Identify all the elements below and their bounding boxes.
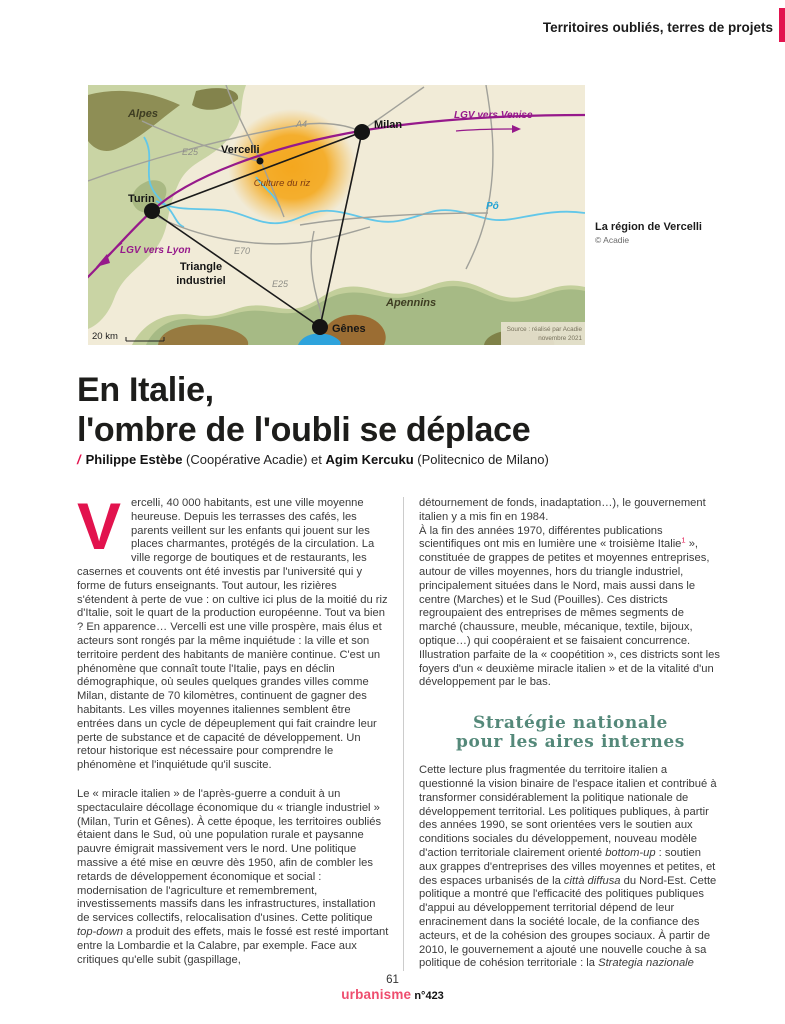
paragraph-5-text-c: : soutien aux grappes d'entreprises des villes moyennes et petites, et des espaces urbanisés de la xyxy=(419,846,716,887)
vercelli-region-map xyxy=(88,85,585,345)
source-line2: novembre 2021 xyxy=(538,335,582,342)
section-kicker: Territoires oubliés, terres de projets xyxy=(542,20,773,35)
magazine-logo: urbanisme xyxy=(341,987,412,1002)
section-heading-line2: pour les aires internes xyxy=(456,732,685,753)
paragraph-5-text-e: du Nord-Est. Cette politique a montré que l'efficacité des politiques publiques d'appui au développement territorial dépend de leur enracinement dans la société locale, de la confiance des acteurs, et de la cohésion des groupes sociaux. À partir de 2010, le gouvernement a ajouté une nouvelle couche à sa politique de cohésion territoriale : la xyxy=(419,874,717,970)
map-canvas xyxy=(88,85,585,345)
e70-road-label: E70 xyxy=(234,246,251,256)
paragraph-5-italic-3: Strategia nazionale xyxy=(598,957,694,970)
red-edge-marker xyxy=(779,8,785,42)
footnote-ref-1: 1 xyxy=(681,535,686,545)
paragraph-5-italic-1: bottom-up xyxy=(605,846,656,859)
paragraph-3-text: détournement de fonds, inadaptation…), le gouvernement italien y a mis fin en 1984. xyxy=(419,497,706,523)
po-river-label: Pô xyxy=(486,201,499,212)
paragraph-5-italic-2: città diffusa xyxy=(563,874,621,887)
scale-label: 20 km xyxy=(92,331,118,342)
map-caption-credit: © Acadie xyxy=(595,235,630,245)
e25-s-road-label: E25 xyxy=(272,279,289,289)
turin-label: Turin xyxy=(128,193,155,205)
milan-label: Milan xyxy=(374,119,403,131)
source-line1: Source : réalisé par Acadie xyxy=(506,326,582,333)
byline-slash: / xyxy=(77,452,81,467)
map-caption xyxy=(595,221,775,245)
page-number: 61 xyxy=(386,974,399,986)
paragraph-2-italic: top-down xyxy=(77,925,124,938)
author-2: Agim Kercuku xyxy=(325,452,414,467)
dropcap: V xyxy=(77,489,122,563)
paragraph-2-text-a: Le « miracle italien » de l'après-guerre a conduit à un spectaculaire décollage économique du « triangle industriel » (Milan, Turin et Gênes). À cette époque, les territoires oubliés étaient dans le Sud, où une population rurale et paysanne pauvre émigrait massivement vers le nord. Une politique massive a été mise en œuvre dès 1950, afin de combler les retards de développement économique et social : modernisation de l'agriculture et remembrement, investissements massifs dans les infrastructures, installation de services collectifs, relocalisation d'usines. Cette politique xyxy=(77,787,382,925)
affiliation-2: (Politecnico de Milano) xyxy=(413,452,549,467)
section-heading xyxy=(419,714,722,752)
right-column xyxy=(403,497,722,971)
triangle-label-line1: Triangle xyxy=(179,261,223,273)
alpes-label: Alpes xyxy=(128,108,158,120)
triangle-label-line2: industriel xyxy=(176,275,226,287)
genes-dot xyxy=(312,319,328,335)
paragraph-4-text-b: », constituée de grappes de petites et moyennes entreprises, autour de villes moyennes, hors du triangle industriel, principalement situées dans le Nord, mais aussi dans le centre (Marches) et le Sud (Pouilles). Ces districts regroupaient des entreprises de mêmes segments de marché (chaussure, meuble, mécanique, textile, bijoux, optique…) qui coopéraient et se faisaient concurrence. Illustration parfaite de la « coopétition », ces districts sont les foyers d'un « deuxième miracle italien » et de la vitalité d'un développement par le bas. xyxy=(419,538,720,689)
affiliation-1: (Coopérative Acadie) et xyxy=(182,452,326,467)
vercelli-dot xyxy=(257,158,264,165)
paragraph-1-text: ercelli, 40 000 habitants, est une ville moyenne heureuse. Depuis les terrasses des cafés, les parents veillent sur les enfants qui jouent sur les places charmantes, protégés de la circulation. La ville regorge de boutiques et de restaurants, les casernes et couvents ont été investis par l'université qui y forme de futurs enseignants. Tout autour, les rizières s'étendent à perte de vue : on cultive ici plus de la moitié du riz d'Italie, soit le quart de la production européenne. Tout va bien ? En apparence… Vercelli est une ville prospère, mais élus et acteurs sont rongés par la même inquiétude : la ville et son territoire perdent des habitants de manière continue. C'est un phénomène que connaît toute l'Italie, pays en déclin démographique, où seules quelques grandes villes comme Milan, distante de 70 kilomètres, continuent de gagner des habitants. Les villes moyennes italiennes semblent être entrées dans un cycle de dépeuplement qui fait craindre leur perte de substance et de capacité de développement. Un retour historique est nécessaire pour comprendre le phénomène et l'inquiétude qu'il suscite. xyxy=(77,497,388,772)
paragraph-1 xyxy=(77,489,389,773)
byline xyxy=(77,452,549,467)
magazine-line xyxy=(0,987,785,1002)
lgv-venise-label: LGV vers Venise xyxy=(454,110,533,121)
a4-road-label: A4 xyxy=(296,119,308,129)
article-title-line2: l'ombre de l'oubli se déplace xyxy=(77,411,531,449)
map-caption-title: La région de Vercelli xyxy=(595,221,702,233)
vercelli-label: Vercelli xyxy=(221,144,260,156)
paragraph-3 xyxy=(419,497,722,525)
genes-label: Gênes xyxy=(332,323,366,335)
paragraph-2-text-c: a produit des effets, mais le fossé est resté important entre la Lombardie et la Calabre, par exemple. Face aux critiques qu'elle subit (gaspillage, xyxy=(77,925,389,966)
paragraph-5-text-a: Cette lecture plus fragmentée du territoire italien a questionné la vision binaire de l'espace italien et contribué à transformer considérablement la politique nationale de développement territorial. Les politiques publiques, à partir des années 1990, se sont orientées vers le soutien aux conditions sociales du développement, nouveau modèle d'action territoriale clairement orienté xyxy=(419,764,717,859)
left-column xyxy=(77,489,403,971)
article-title xyxy=(77,370,530,450)
rice-culture-label: Culture du riz xyxy=(253,178,311,189)
e25-nw-road-label: E25 xyxy=(182,147,199,157)
paragraph-5 xyxy=(419,764,722,971)
source-credit xyxy=(501,322,585,345)
apennins-label: Apennins xyxy=(386,297,437,309)
paragraph-4 xyxy=(419,525,722,691)
milan-dot xyxy=(354,124,370,140)
author-1: Philippe Estèbe xyxy=(85,452,183,467)
page-footer xyxy=(0,974,785,1002)
turin-dot xyxy=(144,203,160,219)
article-body xyxy=(77,489,722,971)
section-heading-line1: Stratégie nationale xyxy=(473,713,668,734)
paragraph-4-text-a: À la fin des années 1970, différentes publications scientifiques ont mis en lumière une « troisième Italie xyxy=(419,524,682,551)
article-title-line1: En Italie, xyxy=(77,371,214,409)
paragraph-2 xyxy=(77,788,389,967)
lgv-lyon-label: LGV vers Lyon xyxy=(120,245,191,256)
issue-number: n°423 xyxy=(414,990,444,1002)
